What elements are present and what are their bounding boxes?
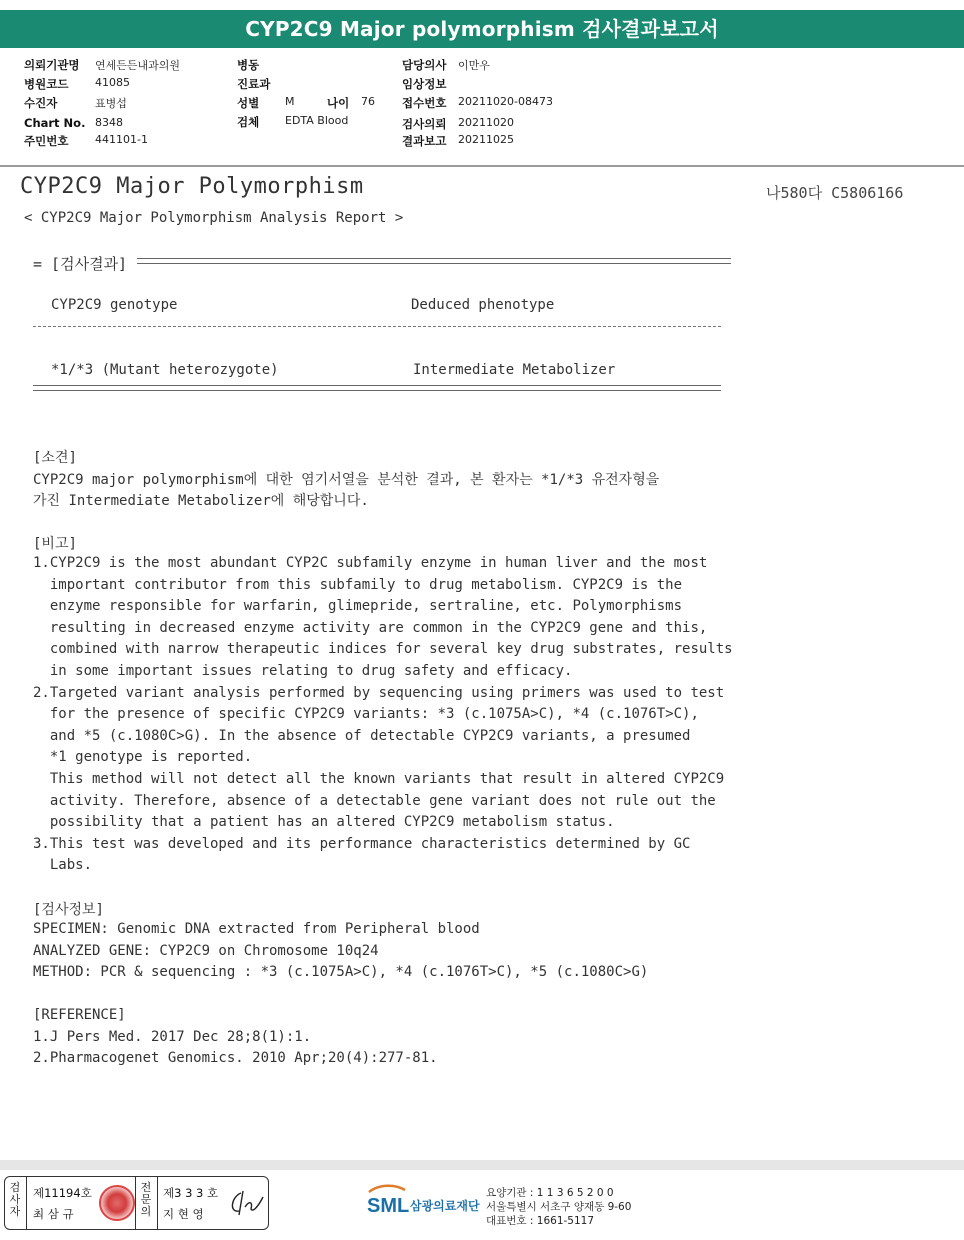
patient-info-block xyxy=(0,56,964,166)
remarks-line: possibility that a patient has an altered CYP2C9 metabolism status. xyxy=(33,814,615,831)
results-dashed-rule xyxy=(33,326,721,327)
institution-label: 의뢰기관명 xyxy=(24,58,80,72)
resident-no-label: 주민번호 xyxy=(24,134,69,148)
report-heading: CYP2C9 Major Polymorphism xyxy=(20,174,364,199)
opinion-header: [소견] xyxy=(33,450,77,466)
examiner-seal-icon xyxy=(99,1185,135,1221)
remarks-line: resulting in decreased enzyme activity are common in the CYP2C9 gene and this, xyxy=(33,619,708,636)
remarks-line: combined with narrow therapeutic indices for several key drug substrates, results xyxy=(33,641,733,658)
remarks-header: [비고] xyxy=(33,536,77,552)
remarks-line: for the presence of specific CYP2C9 variants: *3 (c.1075A>C), *4 (c.1076T>C), xyxy=(33,706,699,723)
age-value: 76 xyxy=(361,95,375,108)
care-institution-no: 요양기관 : 1 1 3 6 5 2 0 0 xyxy=(486,1187,614,1199)
age-label: 나이 xyxy=(327,96,350,110)
remarks-line: activity. Therefore, absence of a detectable gene variant does not rule out the xyxy=(33,792,716,809)
genotype-value: *1/*3 (Mutant heterozygote) xyxy=(51,362,279,378)
test-info-line: SPECIMEN: Genomic DNA extracted from Peripheral blood xyxy=(33,921,480,937)
remarks-line: in some important issues relating to drug safety and efficacy. xyxy=(33,663,573,679)
remarks-line: and *5 (c.1080C>G). In the absence of detectable CYP2C9 variants, a presumed xyxy=(33,727,691,744)
clinical-info-label: 임상정보 xyxy=(402,77,447,91)
patient-value: 표병섭 xyxy=(95,97,127,110)
dept-label: 진료과 xyxy=(237,77,271,91)
ward-label: 병동 xyxy=(237,58,260,72)
specimen-value: EDTA Blood xyxy=(285,114,349,127)
phenotype-value: Intermediate Metabolizer xyxy=(413,362,616,378)
report-title-bar: CYP2C9 Major polymorphism 검사결과보고서 xyxy=(0,10,964,48)
institution-value: 연세든든내과의원 xyxy=(95,59,181,72)
phone-number: 대표번호 : 1661-5117 xyxy=(486,1215,595,1227)
receipt-no-value: 20211020-08473 xyxy=(458,95,553,108)
reference-line: 1.J Pers Med. 2017 Dec 28;8(1):1. xyxy=(33,1029,312,1045)
sex-label: 성별 xyxy=(237,96,260,110)
report-date-label: 결과보고 xyxy=(402,134,447,148)
genotype-column-header: CYP2C9 genotype xyxy=(51,297,178,313)
report-date-value: 20211025 xyxy=(458,133,514,146)
address: 서울특별시 서초구 양재동 9-60 xyxy=(486,1201,632,1213)
info-divider xyxy=(0,165,964,167)
signature-divider xyxy=(157,1177,158,1229)
examiner-name: 최 삼 규 xyxy=(33,1207,74,1221)
remarks-line: 3.This test was developed and its performance characteristics determined by GC xyxy=(33,835,691,852)
test-info-line: ANALYZED GENE: CYP2C9 on Chromosome 10q24 xyxy=(33,943,379,959)
resident-no-value: 441101-1 xyxy=(95,133,148,146)
hospital-code-label: 병원코드 xyxy=(24,77,69,91)
verifier-license: 제3 3 3 호 xyxy=(163,1186,219,1200)
signature-icon xyxy=(227,1187,265,1219)
logo-text: SML xyxy=(367,1195,410,1217)
examiner-vertical-label: 검사자 xyxy=(9,1181,21,1218)
signature-divider xyxy=(26,1177,27,1229)
results-header-rule xyxy=(137,258,731,264)
remarks-line: important contributor from this subfamily to drug metabolism. CYP2C9 is the xyxy=(33,576,683,593)
signature-divider xyxy=(135,1177,136,1229)
verifier-name: 지 현 영 xyxy=(163,1207,204,1221)
reference-header: [REFERENCE] xyxy=(33,1007,126,1023)
report-subtitle: < CYP2C9 Major Polymorphism Analysis Report > xyxy=(24,210,404,226)
signature-box xyxy=(4,1176,269,1230)
test-info-header: [검사정보] xyxy=(33,902,104,918)
phenotype-column-header: Deduced phenotype xyxy=(411,297,555,313)
footer-divider xyxy=(0,1160,964,1170)
specimen-label: 검체 xyxy=(237,115,260,129)
report-code: 나580다 C5806166 xyxy=(766,184,904,202)
reference-line: 2.Pharmacogenet Genomics. 2010 Apr;20(4):277-81. xyxy=(33,1050,438,1066)
remarks-line: 2.Targeted variant analysis performed by sequencing using primers was used to test xyxy=(33,684,725,701)
results-end-rule xyxy=(33,385,721,391)
test-info-line: METHOD: PCR & sequencing : *3 (c.1075A>C), *4 (c.1076T>C), *5 (c.1080C>G) xyxy=(33,964,649,980)
doctor-value: 이만우 xyxy=(458,59,490,72)
remarks-line: This method will not detect all the known variants that result in altered CYP2C9 xyxy=(33,771,725,787)
verifier-vertical-label: 전문의 xyxy=(140,1181,152,1218)
request-date-label: 검사의뢰 xyxy=(402,117,447,131)
remarks-line: *1 genotype is reported. xyxy=(33,749,253,766)
chart-no-label: Chart No. xyxy=(24,116,86,130)
patient-label: 수진자 xyxy=(24,96,58,110)
remarks-line: 1.CYP2C9 is the most abundant CYP2C subfamily enzyme in human liver and the most xyxy=(33,555,708,571)
request-date-value: 20211020 xyxy=(458,116,514,129)
opinion-line: 가진 Intermediate Metabolizer에 해당합니다. xyxy=(33,493,369,509)
results-header: = [검사결과] xyxy=(33,255,128,273)
chart-no-value: 8348 xyxy=(95,116,123,129)
sex-value: M xyxy=(285,95,295,108)
receipt-no-label: 접수번호 xyxy=(402,96,447,110)
hospital-code-value: 41085 xyxy=(95,76,130,89)
opinion-line: CYP2C9 major polymorphism에 대한 염기서열을 분석한 결과, 본 환자는 *1/*3 유전자형을 xyxy=(33,472,660,488)
remarks-line: enzyme responsible for warfarin, glimepride, sertraline, etc. Polymorphisms xyxy=(33,598,683,615)
examiner-license: 제11194호 xyxy=(33,1186,92,1200)
organization-name: 삼광의료재단 xyxy=(410,1199,480,1213)
doctor-label: 담당의사 xyxy=(402,58,447,72)
remarks-line: Labs. xyxy=(33,857,93,874)
